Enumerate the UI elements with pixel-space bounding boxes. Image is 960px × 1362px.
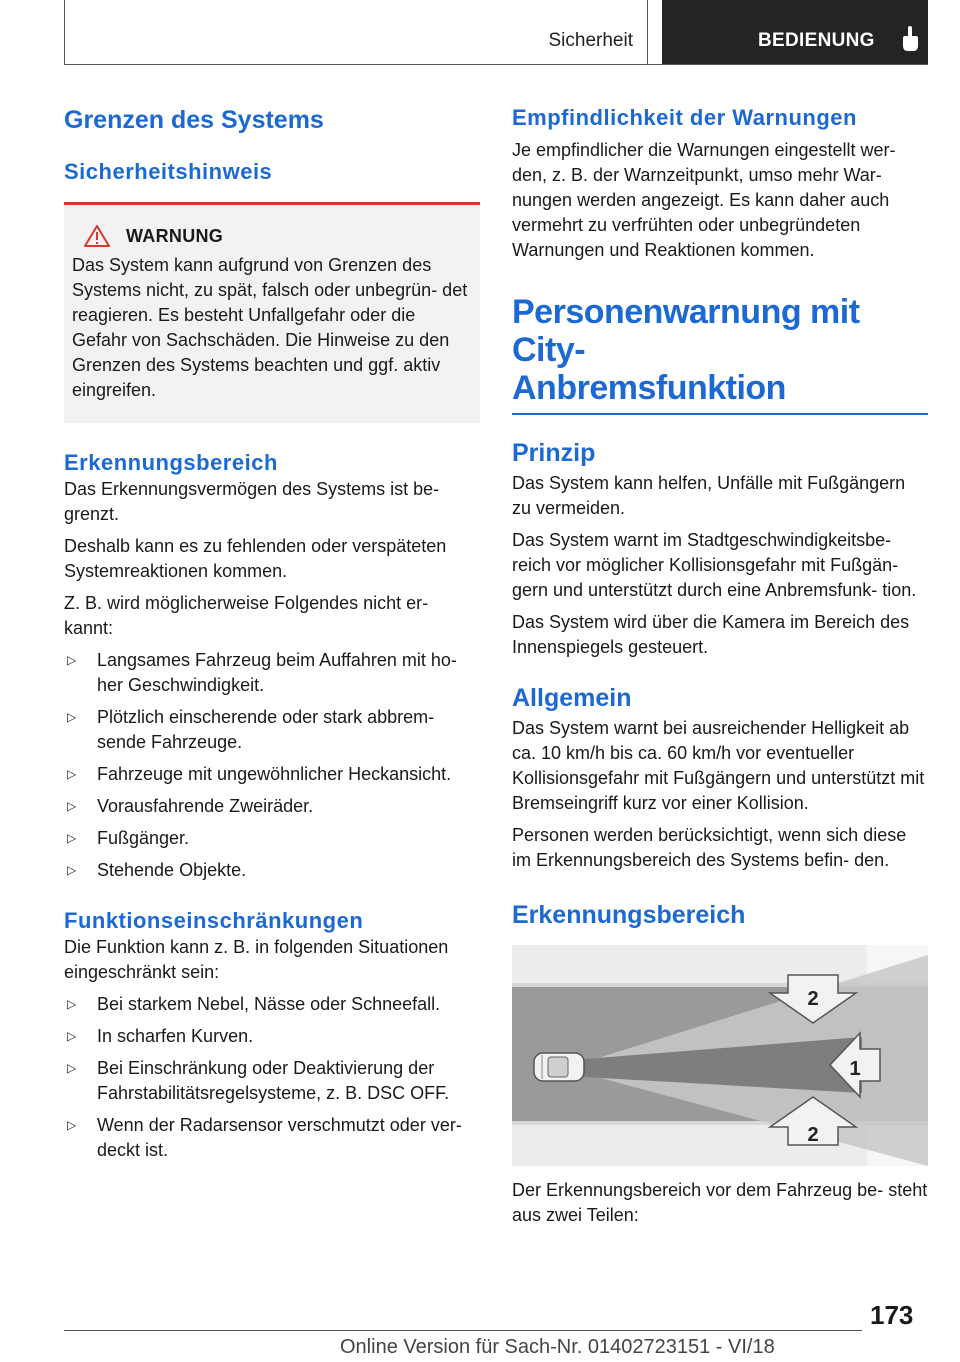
detection-area-illustration: [512, 945, 928, 1166]
warning-triangle-icon: [84, 225, 110, 247]
page-number: 173: [870, 1300, 914, 1330]
detection-list: [64, 648, 480, 883]
section-label: Sicherheit: [548, 30, 633, 51]
heading-function-limits: Funktionseinschränkungen: [64, 908, 364, 933]
chapter-title: [512, 293, 928, 407]
detection-paragraph-2: Deshalb kann es zu fehlenden oder verspäteten Systemreaktionen kommen.: [64, 536, 447, 581]
function-list: [64, 992, 480, 1163]
list-item: ▷ Fußgänger.: [64, 826, 480, 851]
list-item: ▷ Stehende Objekte.: [64, 858, 480, 883]
warning-title-row: [72, 225, 472, 247]
pointing-hand-icon: [900, 26, 920, 52]
right-column: [512, 100, 928, 1228]
bullet-arrow-icon: ▷: [67, 1061, 77, 1075]
section-tab: [64, 0, 648, 64]
principle-paragraph-3: Das System wird über die Kamera im Bereich des Innenspiegels gesteuert.: [512, 612, 910, 657]
list-item: ▷ Bei Einschränkung oder Deaktivierung der Fahrstabilitätsregelsysteme, z. B. DSC OFF.: [64, 1056, 480, 1106]
bullet-arrow-icon: ▷: [67, 1118, 77, 1132]
footer-rule: [64, 1330, 862, 1331]
bullet-arrow-icon: ▷: [67, 653, 77, 667]
heading-limits: Grenzen des Systems: [64, 106, 324, 134]
chapter-title-line-1: Personenwarnung mit City-: [512, 293, 860, 369]
svg-text:2: 2: [807, 1124, 819, 1146]
list-item: ▷ Bei starkem Nebel, Nässe oder Schneefall.: [64, 992, 480, 1017]
list-item: ▷ Vorausfahrende Zweiräder.: [64, 794, 480, 819]
general-paragraph-2: Personen werden berücksichtigt, wenn sich diese im Erkennungsbereich des Systems befin- den.: [512, 825, 907, 870]
svg-text:1: 1: [849, 1058, 861, 1080]
chapter-label: BEDIENUNG: [758, 30, 875, 51]
car-icon: [534, 1053, 584, 1081]
heading-detection: Erkennungsbereich: [64, 450, 278, 475]
heading-principle: Prinzip: [512, 439, 596, 467]
footer-online-version: Online Version für Sach-Nr. 01402723151 - VI/18: [340, 1336, 775, 1358]
chapter-title-line-2: Anbremsfunktion: [512, 369, 786, 407]
warning-box: [64, 202, 480, 423]
list-item: ▷ Wenn der Radarsensor verschmutzt oder ver- deckt ist.: [64, 1113, 480, 1163]
left-column: [64, 100, 480, 1163]
header-rule: [64, 64, 928, 65]
bullet-arrow-icon: ▷: [67, 997, 77, 1011]
warning-title: WARNUNG: [126, 225, 224, 246]
heading-sensitivity: Empfindlichkeit der Warnungen: [512, 105, 857, 130]
detection-area-paragraph: Der Erkennungsbereich vor dem Fahrzeug be- steht aus zwei Teilen:: [512, 1180, 928, 1225]
principle-paragraph-1: Das System kann helfen, Unfälle mit Fußgängern zu vermeiden.: [512, 473, 906, 518]
bullet-arrow-icon: ▷: [67, 1029, 77, 1043]
detection-area-figure: [512, 945, 928, 1166]
bullet-arrow-icon: ▷: [67, 767, 77, 781]
bullet-arrow-icon: ▷: [67, 831, 77, 845]
bullet-arrow-icon: ▷: [67, 710, 77, 724]
list-item: ▷ Plötzlich einscherende oder stark abbrem- sende Fahrzeuge.: [64, 705, 480, 755]
sensitivity-paragraph: Je empfindlicher die Warnungen eingestellt wer- den, z. B. der Warnzeitpunkt, umso mehr War- nungen werden angezeigt. Es kann daher auch vermehrt zu verfrühten oder unbegründeten Warnungen und Reaktionen kommen.: [512, 140, 896, 260]
svg-text:2: 2: [807, 988, 819, 1010]
detection-paragraph-1: Das Erkennungsvermögen des Systems ist be- grenzt.: [64, 479, 440, 524]
list-item: ▷ Fahrzeuge mit ungewöhnlicher Heckansicht.: [64, 762, 480, 787]
bullet-arrow-icon: ▷: [67, 799, 77, 813]
function-paragraph: Die Funktion kann z. B. in folgenden Situationen eingeschränkt sein:: [64, 937, 449, 982]
warning-body: Das System kann aufgrund von Grenzen des Systems nicht, zu spät, falsch oder unbegrün- det reagieren. Es besteht Unfallgefahr oder die Gefahr von Sachschäden. Die Hinweise zu den Grenzen des Systems beachten und ggf. aktiv eingreifen.: [72, 255, 468, 400]
heading-general: Allgemein: [512, 684, 632, 712]
detection-paragraph-3: Z. B. wird möglicherweise Folgendes nicht er- kannt:: [64, 593, 429, 638]
heading-safety: Sicherheitshinweis: [64, 159, 273, 184]
list-item: ▷ Langsames Fahrzeug beim Auffahren mit ho- her Geschwindigkeit.: [64, 648, 480, 698]
principle-paragraph-2: Das System warnt im Stadtgeschwindigkeitsbe- reich vor möglicher Kollisionsgefahr mit Fußgän- gern und unterstützt durch eine Anbremsfunk- tion.: [512, 530, 917, 600]
list-item: ▷ In scharfen Kurven.: [64, 1024, 480, 1049]
bullet-arrow-icon: ▷: [67, 863, 77, 877]
heading-detection-area: Erkennungsbereich: [512, 901, 746, 929]
chapter-tab: [662, 0, 928, 64]
general-paragraph-1: Das System warnt bei ausreichender Helligkeit ab ca. 10 km/h bis ca. 60 km/h vor eventueller Kollisionsgefahr mit Fußgängern und unterstützt mit Bremseingriff kurz vor einer Kollision.: [512, 718, 925, 813]
